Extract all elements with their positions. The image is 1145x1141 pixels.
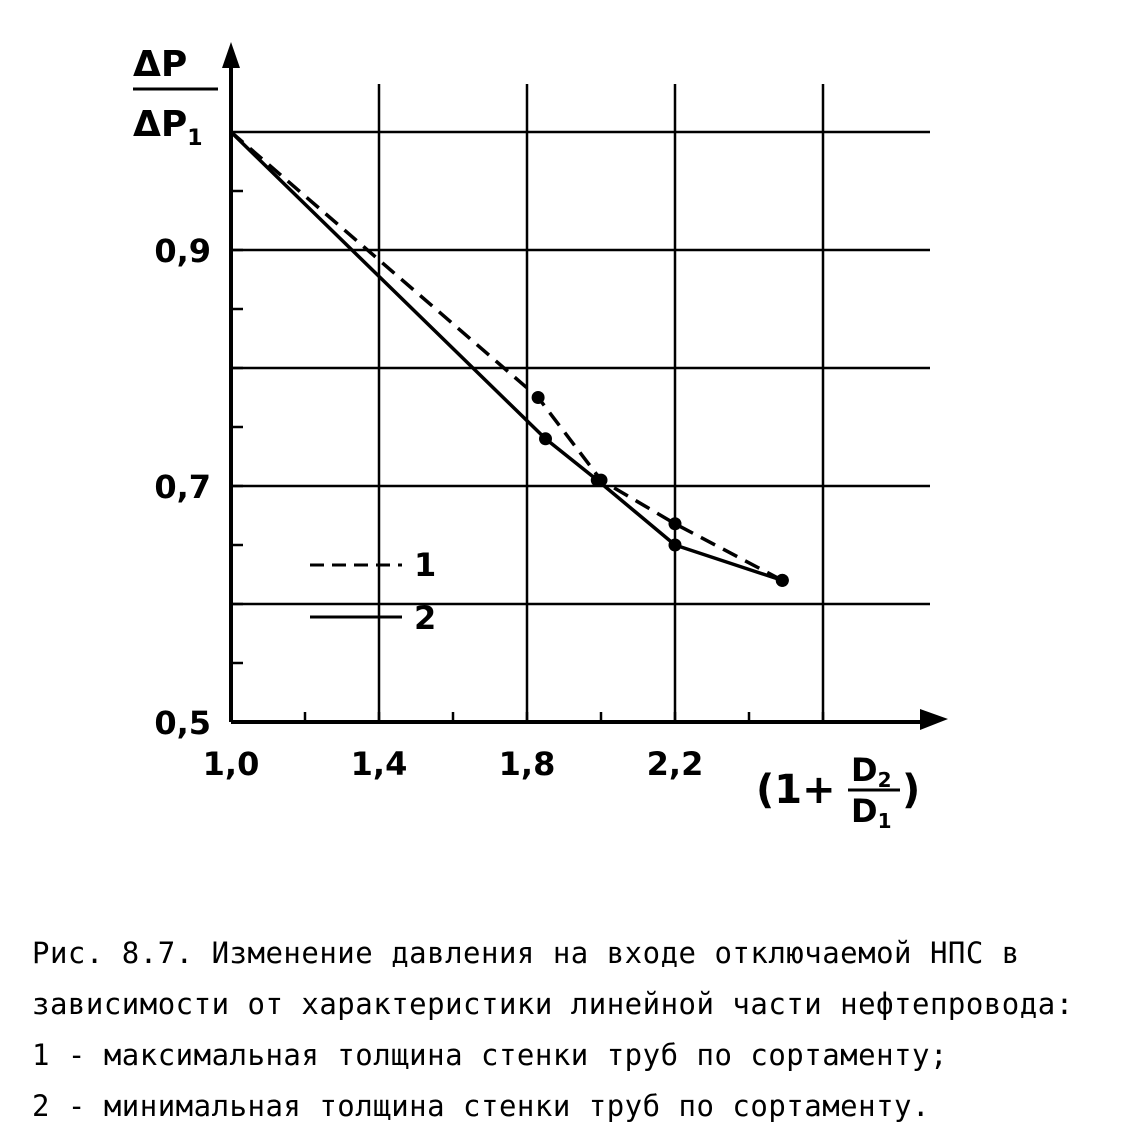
x-label-prefix: (1+: [756, 767, 836, 813]
x-tick-label-0: 1,0: [202, 745, 260, 783]
caption-line-1: Рис. 8.7. Изменение давления на входе отключаемой НПС в: [32, 936, 1020, 970]
y-axis-arrow: [222, 42, 240, 68]
chart-grid: [231, 84, 930, 722]
series-line-1: [231, 132, 782, 580]
figure-caption: [32, 928, 1132, 1132]
tick-labels: [154, 232, 703, 783]
series-1-point-3: [669, 517, 682, 530]
x-axis-label: [756, 751, 920, 833]
y-axis-label: [133, 44, 218, 151]
x-tick-label-1: 1,4: [350, 745, 408, 783]
caption-line-2: зависимости от характеристики линейной части нефтепровода:: [32, 987, 1074, 1021]
series-2-point-4: [776, 574, 789, 587]
chart-series: [231, 132, 782, 580]
y-label-numerator: ΔP: [133, 44, 188, 85]
x-label-denominator: D1: [851, 792, 892, 833]
series-2-point-3: [669, 539, 682, 552]
y-tick-label-0: 0,5: [154, 704, 211, 742]
x-label-numerator: D2: [851, 751, 892, 792]
series-2-point-2: [591, 474, 604, 487]
series-2-point-1: [539, 432, 552, 445]
series-line-2: [231, 132, 782, 580]
legend-label-1: 1: [414, 546, 437, 584]
series-1-point-1: [532, 391, 545, 404]
chart-axes: [222, 42, 948, 730]
y-label-denominator: $\Delta P_1$: [133, 104, 203, 151]
x-label-suffix: ): [902, 767, 921, 813]
caption-line-4: 2 - минимальная толщина стенки труб по сортаменту.: [32, 1089, 930, 1123]
chart-markers: [532, 391, 789, 587]
x-tick-label-2: 1,8: [498, 745, 556, 783]
x-axis-arrow: [920, 709, 948, 730]
y-tick-label-2: 0,9: [154, 232, 211, 270]
y-tick-label-1: 0,7: [154, 468, 211, 506]
legend: [310, 546, 436, 637]
caption-line-3: 1 - максимальная толщина стенки труб по сортаменту;: [32, 1038, 948, 1072]
x-tick-label-3: 2,2: [646, 745, 704, 783]
legend-label-2: 2: [414, 599, 437, 637]
